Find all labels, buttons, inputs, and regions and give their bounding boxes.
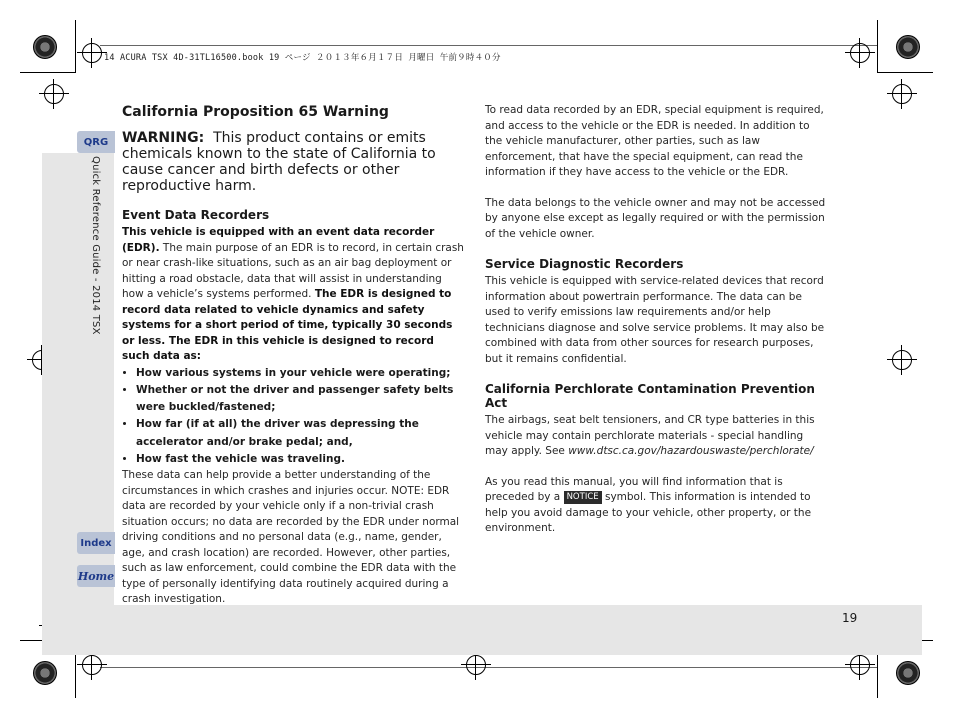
registration-mark-icon (850, 655, 870, 675)
prop65-warning (122, 130, 464, 194)
edr-text-1: The main purpose of an EDR is to record, in certain crash or near crash-like situations, such as an air bag deployment or hitting a road obstacle, data that will assist in understanding how a vehicle’s systems performed. (122, 241, 464, 300)
edr-bold-intro: This vehicle is equipped with an event data recorder (EDR). (122, 226, 435, 254)
edr-bullet-list (122, 365, 464, 469)
spacer (485, 242, 827, 257)
list-item: • How various systems in your vehicle were operating; (136, 365, 464, 382)
left-column (122, 104, 464, 608)
footer-band (42, 605, 922, 655)
index-tab[interactable]: Index (77, 532, 115, 554)
registration-mark-icon (82, 43, 102, 63)
prop65-heading: California Proposition 65 Warning (122, 104, 389, 120)
page-number: 19 (842, 611, 858, 625)
registration-mark-icon (892, 84, 912, 104)
notice-badge: NOTICE (564, 491, 602, 504)
home-tab[interactable]: Home (77, 565, 115, 587)
registration-mark-icon (850, 43, 870, 63)
sdr-paragraph: This vehicle is equipped with service-related devices that record information about powertrain performance. The data can be used to verify emissions law requirements and/or help technicians diagnose and solve service problems. It may also be combined with data from other sources for research purposes, but it remains confidential. (485, 275, 825, 365)
registration-mark-icon (892, 350, 912, 370)
edr-text-2: These data can help provide a better understanding of the circumstances in which crashes and injuries occur. NOTE: EDR data are recorded by your vehicle only if a non-trivial crash situation occurs; no data are recorded by the EDR under normal driving conditions and no personal data (e.g., name, gender, age, and crash location) are recorded. However, other parties, such as law enforcement, could combine the EDR data with the type of personally identifying data routinely acquired during a crash investigation. (122, 469, 460, 606)
edr-heading: Event Data Recorders (122, 208, 270, 222)
edr-access-paragraph: To read data recorded by an EDR, special equipment is required, and access to the vehicle or the EDR is needed. In addition to the vehicle manufacturer, other parties, such as law enforcement, that have the special equipment, can read the information if they have access to the vehicle or the EDR. (485, 104, 824, 178)
perchlorate-text: The airbags, seat belt tensioners, and CR type batteries in this vehicle may contain perchlorate materials - special handling may apply. See (485, 414, 815, 457)
rosette-icon (896, 35, 920, 59)
section-label: Quick Reference Guide - 2014 TSX (90, 156, 101, 335)
registration-mark-icon (44, 84, 64, 104)
notice-pre-text: As you read this manual, you will find information that is preceded by a (485, 475, 783, 503)
registration-mark-icon (82, 655, 102, 675)
right-column (485, 103, 827, 537)
print-header: 14 ACURA TSX 4D-31TL16500.book 19 ページ ２０１３年６月１７日 月曜日 午前９時４０分 (104, 53, 501, 63)
rosette-icon (33, 661, 57, 685)
edr-bold-2: The EDR is designed to record data related to vehicle dynamics and safety systems for a short period of time, typically 30 seconds or less. The EDR in this vehicle is designed to record such data as: (122, 288, 453, 362)
notice-paragraph (485, 475, 827, 537)
list-item: • Whether or not the driver and passenger safety belts were buckled/fastened; (136, 382, 464, 417)
sdr-heading: Service Diagnostic Recorders (485, 257, 684, 271)
spacer (485, 460, 827, 475)
list-item: • How far (if at all) the driver was depressing the accelerator and/or brake pedal; and, (136, 416, 464, 451)
perchlorate-link[interactable]: www.dtsc.ca.gov/hazardouswaste/perchlorate/ (568, 445, 814, 457)
qrg-tab[interactable]: QRG (77, 131, 115, 153)
spacer (485, 367, 827, 382)
warning-text: This product contains or emits chemicals known to the state of California to cause cancer and birth defects or other reproductive harm. (122, 130, 436, 194)
list-item: • How fast the vehicle was traveling. (136, 451, 464, 468)
rosette-icon (33, 35, 57, 59)
edr-paragraph (122, 225, 464, 365)
warning-label: WARNING: (122, 130, 205, 146)
notice-post-text: symbol. This information is intended to help you avoid damage to your vehicle, other property, or the environment. (485, 491, 812, 534)
spacer (485, 181, 827, 196)
perchlorate-paragraph (485, 413, 827, 460)
data-ownership-paragraph: The data belongs to the vehicle owner and may not be accessed by anyone else except as legally required or with the permission of the vehicle owner. (485, 196, 826, 240)
rosette-icon (896, 661, 920, 685)
perchlorate-heading: California Perchlorate Contamination Prevention Act (485, 382, 815, 410)
registration-mark-icon (466, 655, 486, 675)
